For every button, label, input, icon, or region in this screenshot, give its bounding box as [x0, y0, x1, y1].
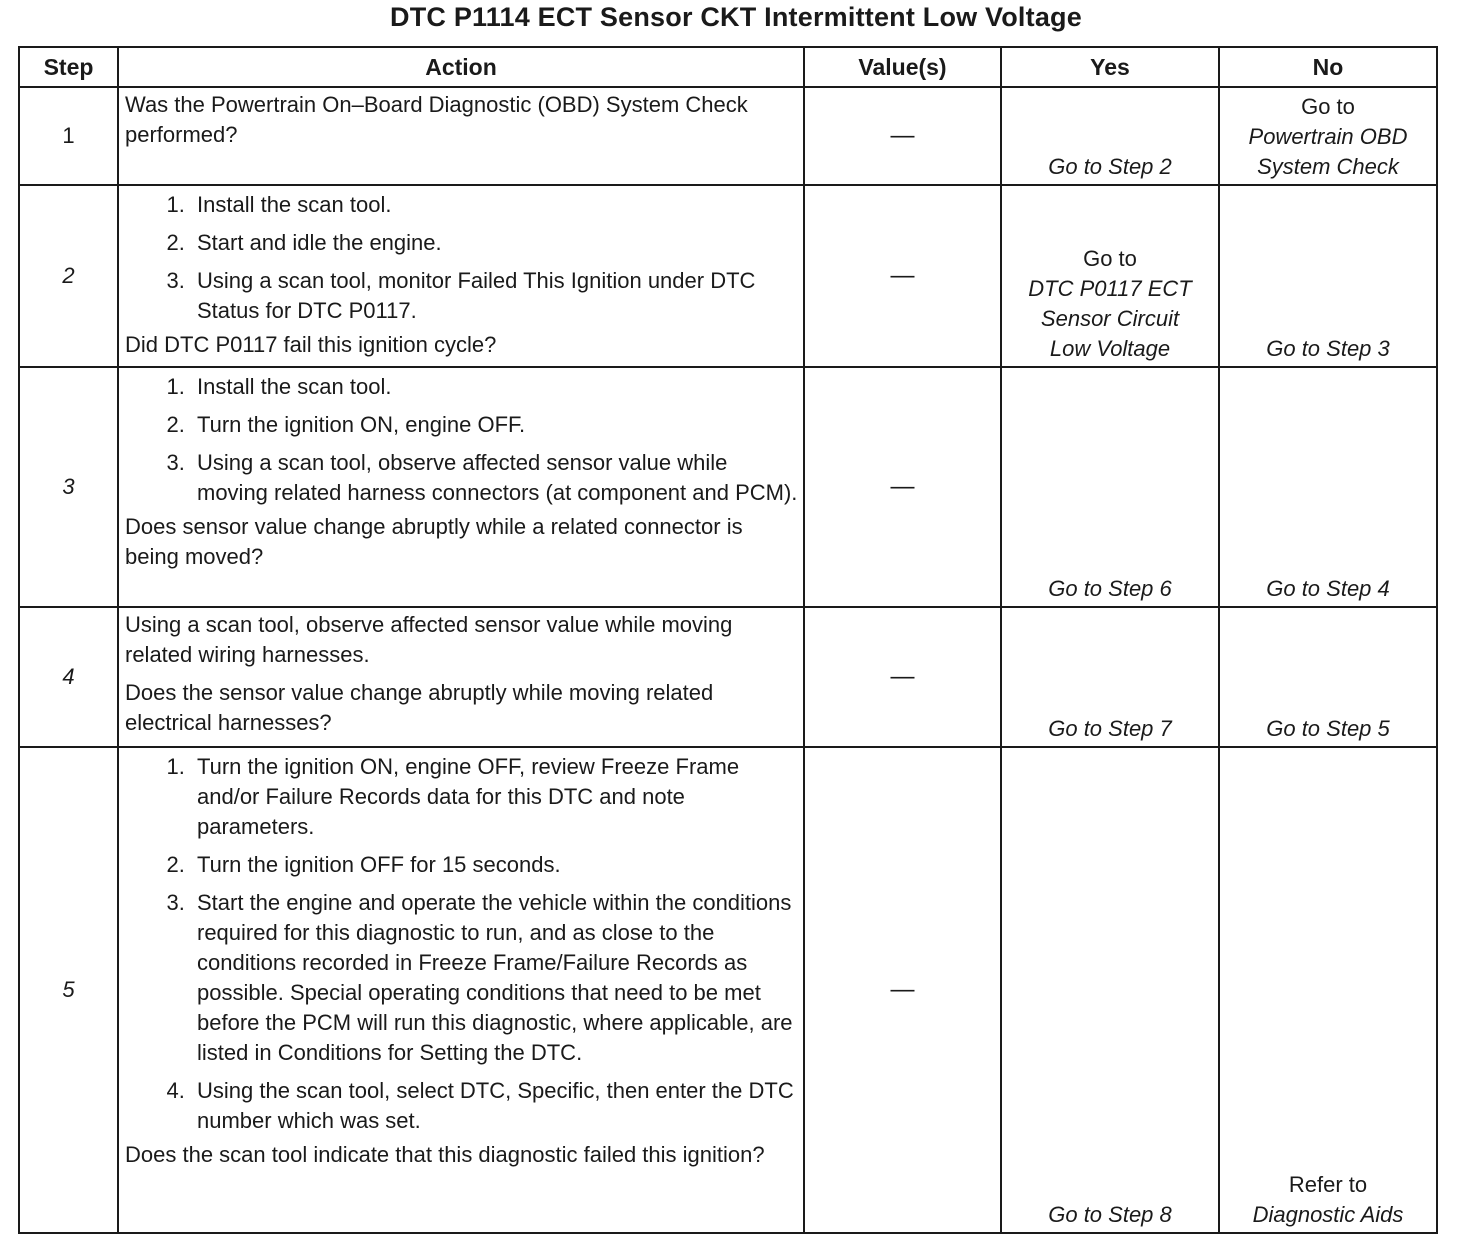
action-step-item: 3. Start the engine and operate the vehicle within the conditions required for this diagnostic to run, and as close to the conditions recorded in Freeze Frame/Failure Records as possible. Special operating conditions that need to be met before the PCM will run this diagnostic, where applicable, are listed in Conditions for Setting the DTC.	[191, 888, 799, 1068]
action-question: Was the Powertrain On–Board Diagnostic (OBD) System Check performed?	[125, 92, 748, 147]
no-cell	[1219, 367, 1437, 607]
action-cell	[118, 367, 804, 607]
step-number: 4	[19, 607, 118, 747]
yes-goto-link-cont[interactable]: Sensor Circuit	[1040, 306, 1180, 331]
yes-goto-link[interactable]: Go to Step 6	[1048, 576, 1172, 601]
action-step-item: 4. Using the scan tool, select DTC, Specific, then enter the DTC number which was set.	[191, 1076, 799, 1136]
action-step-item: 2. Turn the ignition ON, engine OFF.	[191, 410, 799, 440]
action-cell	[118, 87, 804, 185]
table-row	[19, 185, 1437, 367]
action-step-item: 1. Turn the ignition ON, engine OFF, review Freeze Frame and/or Failure Records data for this DTC and note parameters.	[191, 752, 799, 842]
value-cell: —	[804, 87, 1001, 185]
no-cell	[1219, 87, 1437, 185]
action-step-item: 1. Install the scan tool.	[191, 372, 799, 402]
action-step-item: 1. Install the scan tool.	[191, 190, 799, 220]
page-title: DTC P1114 ECT Sensor CKT Intermittent Low Voltage	[390, 2, 1082, 32]
header-row	[19, 47, 1437, 87]
no-goto-link[interactable]: Diagnostic Aids	[1252, 1202, 1404, 1227]
action-text: Using a scan tool, observe affected sensor value while moving related wiring harnesses.	[125, 612, 733, 667]
no-goto-link[interactable]: Powertrain OBD	[1248, 124, 1408, 149]
header-action: Action	[118, 47, 804, 87]
value-cell: —	[804, 747, 1001, 1233]
no-goto-link[interactable]: Go to Step 5	[1266, 716, 1390, 741]
table-row	[19, 367, 1437, 607]
step-number: 1	[19, 87, 118, 185]
header-values: Value(s)	[804, 47, 1001, 87]
table-row	[19, 87, 1437, 185]
yes-cell	[1001, 87, 1219, 185]
header-yes: Yes	[1001, 47, 1219, 87]
value-cell: —	[804, 185, 1001, 367]
action-step-item: 2. Start and idle the engine.	[191, 228, 799, 258]
value-cell: —	[804, 367, 1001, 607]
no-cell	[1219, 185, 1437, 367]
action-cell	[118, 747, 804, 1233]
yes-goto-link[interactable]: Go to Step 8	[1048, 1202, 1172, 1227]
yes-goto-link[interactable]: Go to Step 2	[1048, 154, 1172, 179]
yes-goto-link-cont[interactable]: Low Voltage	[1049, 336, 1171, 361]
no-cell	[1219, 607, 1437, 747]
step-number: 3	[19, 367, 118, 607]
no-lead: Refer to	[1288, 1172, 1368, 1197]
action-steps	[125, 752, 799, 1136]
yes-cell	[1001, 367, 1219, 607]
action-question: Does the scan tool indicate that this diagnostic failed this ignition?	[125, 1142, 765, 1167]
diagnostic-table	[18, 46, 1438, 1234]
action-question: Does sensor value change abruptly while a related connector is being moved?	[125, 514, 743, 569]
no-goto-link-cont[interactable]: System Check	[1257, 154, 1399, 179]
yes-goto-link[interactable]: Go to Step 7	[1048, 716, 1172, 741]
yes-cell	[1001, 747, 1219, 1233]
action-cell	[118, 185, 804, 367]
no-lead: Go to	[1301, 94, 1355, 119]
action-question: Did DTC P0117 fail this ignition cycle?	[125, 332, 497, 357]
action-steps	[125, 372, 799, 508]
step-number: 2	[19, 185, 118, 367]
no-cell	[1219, 747, 1437, 1233]
action-step-item: 3. Using a scan tool, monitor Failed This Ignition under DTC Status for DTC P0117.	[191, 266, 799, 326]
no-goto-link[interactable]: Go to Step 3	[1266, 336, 1390, 361]
table-row	[19, 607, 1437, 747]
action-question: Does the sensor value change abruptly while moving related electrical harnesses?	[125, 680, 714, 735]
action-cell	[118, 607, 804, 747]
yes-cell	[1001, 607, 1219, 747]
action-steps	[125, 190, 799, 326]
table-row	[19, 747, 1437, 1233]
header-step: Step	[19, 47, 118, 87]
step-number: 5	[19, 747, 118, 1233]
header-no: No	[1219, 47, 1437, 87]
value-cell: —	[804, 607, 1001, 747]
yes-goto-link[interactable]: DTC P0117 ECT	[1028, 276, 1192, 301]
action-step-item: 3. Using a scan tool, observe affected sensor value while moving related harness connectors (at component and PCM).	[191, 448, 799, 508]
action-step-item: 2. Turn the ignition OFF for 15 seconds.	[191, 850, 799, 880]
yes-cell	[1001, 185, 1219, 367]
no-goto-link[interactable]: Go to Step 4	[1266, 576, 1390, 601]
yes-lead: Go to	[1083, 246, 1137, 271]
